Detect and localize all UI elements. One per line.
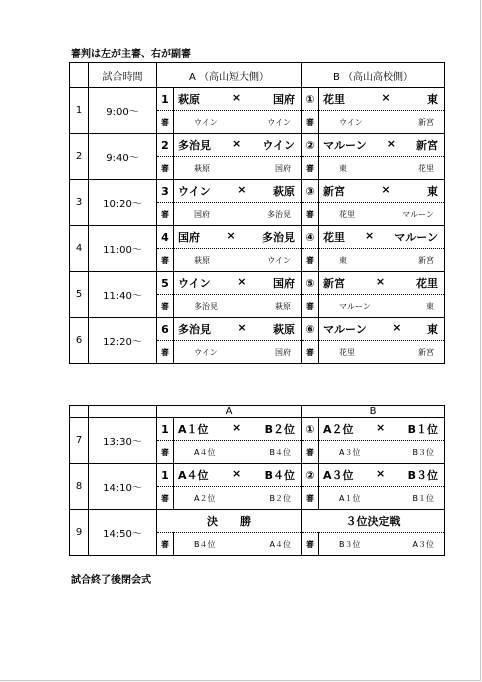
match-teams (174, 183, 301, 199)
team-right: 東 (427, 185, 438, 198)
round-number: 3 (70, 180, 89, 226)
match-number: 4 (157, 226, 174, 249)
team-right: B３位 (407, 469, 438, 482)
match-row (70, 464, 445, 487)
referee-pair (319, 295, 445, 318)
round-number: 8 (70, 464, 89, 510)
referee-names (319, 347, 444, 358)
team-left: A４位 (178, 469, 209, 482)
team-left: マルーン (323, 323, 367, 336)
match-number: 2 (157, 134, 174, 157)
referee-pair (319, 441, 445, 464)
referee-mark: 審 (157, 203, 174, 226)
referee-mark: 審 (157, 249, 174, 272)
team-left: 新宮 (323, 277, 345, 290)
team-right: ウイン (262, 139, 295, 152)
referee-names (174, 347, 301, 358)
assistant-referee: 新宮 (418, 117, 435, 127)
match-number: 1 (157, 464, 174, 487)
start-time: 14:10～ (89, 464, 157, 510)
chief-referee: 萩原 (194, 255, 210, 265)
referee-pair (174, 157, 302, 180)
chief-referee: 国府 (194, 209, 210, 219)
referee-names (319, 117, 444, 128)
team-right: 国府 (272, 277, 295, 290)
match-pairing (319, 318, 445, 341)
table-header-row (70, 406, 445, 418)
match-teams (319, 229, 444, 245)
team-left: 新宮 (323, 185, 345, 198)
team-left: 花里 (323, 231, 345, 244)
match-row (70, 180, 445, 203)
match-number: ① (302, 88, 319, 111)
referee-mark: 審 (157, 441, 174, 464)
chief-referee: 東 (339, 255, 347, 265)
referee-names (319, 447, 444, 458)
start-time: 11:40～ (89, 272, 157, 318)
versus-mark: × (231, 91, 242, 104)
referee-mark: 審 (302, 203, 319, 226)
match-number: ① (302, 418, 319, 441)
assistant-referee: B３位 (412, 447, 434, 457)
match-teams (319, 137, 444, 153)
versus-mark: × (231, 467, 242, 480)
team-left: ウイン (178, 185, 211, 198)
referee-mark: 審 (302, 249, 319, 272)
versus-mark: × (237, 321, 247, 334)
referee-names (319, 301, 444, 312)
match-number: ③ (302, 180, 319, 203)
team-left: 多治見 (178, 139, 211, 152)
referee-mark: 審 (157, 533, 174, 556)
versus-mark: × (237, 183, 247, 196)
schedule-table-group (69, 62, 445, 364)
team-left: 萩原 (178, 93, 200, 106)
final-title: 決 勝 (157, 510, 302, 533)
referee-mark: 審 (302, 111, 319, 134)
match-teams (174, 421, 301, 437)
referee-mark: 審 (302, 441, 319, 464)
match-teams (174, 321, 301, 337)
match-number: 5 (157, 272, 174, 295)
referee-mark: 審 (157, 487, 174, 510)
chief-referee: B４位 (194, 539, 216, 549)
team-right: B４位 (264, 469, 295, 482)
team-right: 多治見 (262, 231, 295, 244)
match-pairing (174, 88, 302, 111)
chief-referee: マルーン (339, 301, 371, 311)
header-blank (70, 63, 89, 88)
header-court-b: B (302, 406, 445, 418)
referee-mark: 審 (157, 157, 174, 180)
referee-names (174, 447, 301, 458)
referee-pair (174, 341, 302, 364)
match-teams (174, 137, 301, 153)
match-row (70, 418, 445, 441)
match-teams (319, 183, 444, 199)
assistant-referee: 新宮 (418, 255, 435, 265)
final-title: ３位決定戦 (302, 510, 445, 533)
start-time: 10:20～ (89, 180, 157, 226)
referee-pair (174, 249, 302, 272)
assistant-referee: 花里 (418, 163, 435, 173)
start-time: 9:00～ (89, 88, 157, 134)
match-number: ② (302, 464, 319, 487)
match-pairing (174, 226, 302, 249)
match-pairing (319, 134, 445, 157)
round-number: 4 (70, 226, 89, 272)
table-header-row (70, 63, 445, 88)
referee-pair (319, 203, 445, 226)
team-left: A３位 (323, 469, 354, 482)
versus-mark: × (375, 421, 386, 434)
chief-referee: A１位 (339, 493, 361, 503)
match-row (70, 226, 445, 249)
team-left: 国府 (178, 231, 200, 244)
assistant-referee: 萩原 (275, 301, 291, 311)
referee-names (319, 163, 444, 174)
match-pairing (174, 180, 302, 203)
team-right: 萩原 (272, 185, 295, 198)
assistant-referee: ウイン (267, 117, 291, 127)
referee-names (174, 255, 301, 266)
assistant-referee: マルーン (402, 209, 435, 219)
team-right: マルーン (394, 231, 438, 244)
referee-pair (319, 157, 445, 180)
match-teams (174, 91, 301, 107)
referee-mark: 審 (302, 295, 319, 318)
match-teams (174, 467, 301, 483)
referee-names (174, 163, 301, 174)
referee-names (319, 493, 444, 504)
versus-mark: × (231, 421, 242, 434)
referee-names (174, 209, 301, 220)
start-time: 9:40～ (89, 134, 157, 180)
assistant-referee: B２位 (269, 493, 291, 503)
referee-pair (319, 111, 445, 134)
closing-note: 試合終了後閉会式 (71, 575, 151, 586)
versus-mark: × (375, 275, 386, 288)
team-left: 多治見 (178, 323, 211, 336)
assistant-referee: B４位 (269, 447, 291, 457)
team-left: 花里 (323, 93, 345, 106)
start-time: 12:20～ (89, 318, 157, 364)
referee-pair (319, 341, 445, 364)
header-blank (70, 406, 89, 418)
start-time: 14:50～ (89, 510, 157, 556)
versus-mark: × (237, 275, 247, 288)
team-left: マルーン (323, 139, 367, 152)
match-pairing (319, 180, 445, 203)
chief-referee: ウイン (194, 347, 218, 357)
round-number: 5 (70, 272, 89, 318)
header-court-a: A (157, 406, 302, 418)
match-teams (319, 321, 444, 337)
assistant-referee: 新宮 (418, 347, 435, 357)
versus-mark: × (392, 321, 402, 334)
referee-note: 審判は左が主審、右が副審 (71, 49, 191, 60)
match-number: 3 (157, 180, 174, 203)
chief-referee: A３位 (339, 447, 361, 457)
referee-pair (174, 295, 302, 318)
referee-pair (174, 533, 302, 556)
referee-names (319, 209, 444, 220)
versus-mark: × (226, 229, 236, 242)
round-number: 1 (70, 88, 89, 134)
header-court-a: A （高山短大側） (157, 63, 302, 88)
match-number: ⑤ (302, 272, 319, 295)
team-right: 国府 (273, 93, 295, 106)
match-teams (319, 467, 444, 483)
chief-referee: 東 (339, 163, 347, 173)
team-right: B１位 (407, 423, 438, 436)
match-pairing (174, 318, 302, 341)
referee-names (174, 493, 301, 504)
match-number: 6 (157, 318, 174, 341)
referee-pair (174, 441, 302, 464)
round-number: 9 (70, 510, 89, 556)
versus-mark: × (381, 91, 391, 104)
assistant-referee: A３位 (412, 539, 434, 549)
start-time: 13:30～ (89, 418, 157, 464)
team-left: A２位 (323, 423, 354, 436)
team-right: 花里 (416, 277, 438, 290)
match-pairing (319, 226, 445, 249)
chief-referee: 多治見 (194, 301, 218, 311)
team-right: 萩原 (273, 323, 295, 336)
referee-mark: 審 (157, 295, 174, 318)
referee-mark: 審 (157, 111, 174, 134)
header-time: 試合時間 (89, 63, 157, 88)
referee-names (174, 117, 301, 128)
referee-pair (174, 487, 302, 510)
team-left: A１位 (178, 423, 209, 436)
assistant-referee: 東 (426, 301, 435, 311)
match-number: ⑥ (302, 318, 319, 341)
header-court-b: B （高山高校側） (302, 63, 445, 88)
schedule-table-finals (69, 405, 445, 556)
team-right: 東 (427, 323, 438, 336)
match-number: ④ (302, 226, 319, 249)
referee-pair (319, 487, 445, 510)
referee-pair (174, 203, 302, 226)
assistant-referee: 国府 (275, 347, 291, 357)
assistant-referee: 国府 (275, 163, 291, 173)
referee-pair (319, 249, 445, 272)
match-pairing (174, 134, 302, 157)
referee-mark: 審 (302, 533, 319, 556)
team-right: B２位 (264, 423, 295, 436)
match-pairing (174, 464, 302, 487)
assistant-referee: B１位 (412, 493, 434, 503)
match-row (70, 272, 445, 295)
round-number: 6 (70, 318, 89, 364)
team-right: 新宮 (416, 139, 438, 152)
match-row (70, 88, 445, 111)
chief-referee: 花里 (339, 347, 355, 357)
match-pairing (319, 272, 445, 295)
assistant-referee: ウイン (267, 255, 291, 265)
assistant-referee: 多治見 (267, 209, 291, 219)
match-pairing (174, 418, 302, 441)
match-pairing (174, 272, 302, 295)
referee-mark: 審 (157, 341, 174, 364)
start-time: 11:00～ (89, 226, 157, 272)
match-row (70, 318, 445, 341)
chief-referee: 萩原 (194, 163, 210, 173)
versus-mark: × (381, 183, 391, 196)
versus-mark: × (232, 137, 242, 150)
match-teams (174, 275, 301, 291)
header-blank (89, 406, 157, 418)
match-number: ② (302, 134, 319, 157)
match-pairing (319, 88, 445, 111)
team-right: 東 (427, 93, 438, 106)
chief-referee: A２位 (194, 493, 216, 503)
match-teams (319, 421, 444, 437)
match-teams (174, 229, 301, 245)
chief-referee: ウイン (194, 117, 218, 127)
match-pairing (319, 418, 445, 441)
match-row (70, 510, 445, 533)
referee-mark: 審 (302, 157, 319, 180)
versus-mark: × (375, 467, 386, 480)
match-number: 1 (157, 418, 174, 441)
team-left: ウイン (178, 277, 211, 290)
referee-names (174, 539, 301, 550)
round-number: 2 (70, 134, 89, 180)
chief-referee: A４位 (194, 447, 216, 457)
round-number: 7 (70, 418, 89, 464)
versus-mark: × (386, 137, 396, 150)
versus-mark: × (365, 229, 375, 242)
chief-referee: ウイン (339, 117, 363, 127)
referee-mark: 審 (302, 487, 319, 510)
match-row (70, 134, 445, 157)
match-number: 1 (157, 88, 174, 111)
chief-referee: 花里 (339, 209, 355, 219)
referee-mark: 審 (302, 341, 319, 364)
match-teams (319, 275, 444, 291)
match-pairing (319, 464, 445, 487)
referee-names (319, 255, 444, 266)
referee-pair (174, 111, 302, 134)
referee-names (319, 539, 444, 550)
chief-referee: B３位 (339, 539, 361, 549)
referee-names (174, 301, 301, 312)
match-teams (319, 91, 444, 107)
referee-pair (319, 533, 445, 556)
assistant-referee: A４位 (269, 539, 291, 549)
